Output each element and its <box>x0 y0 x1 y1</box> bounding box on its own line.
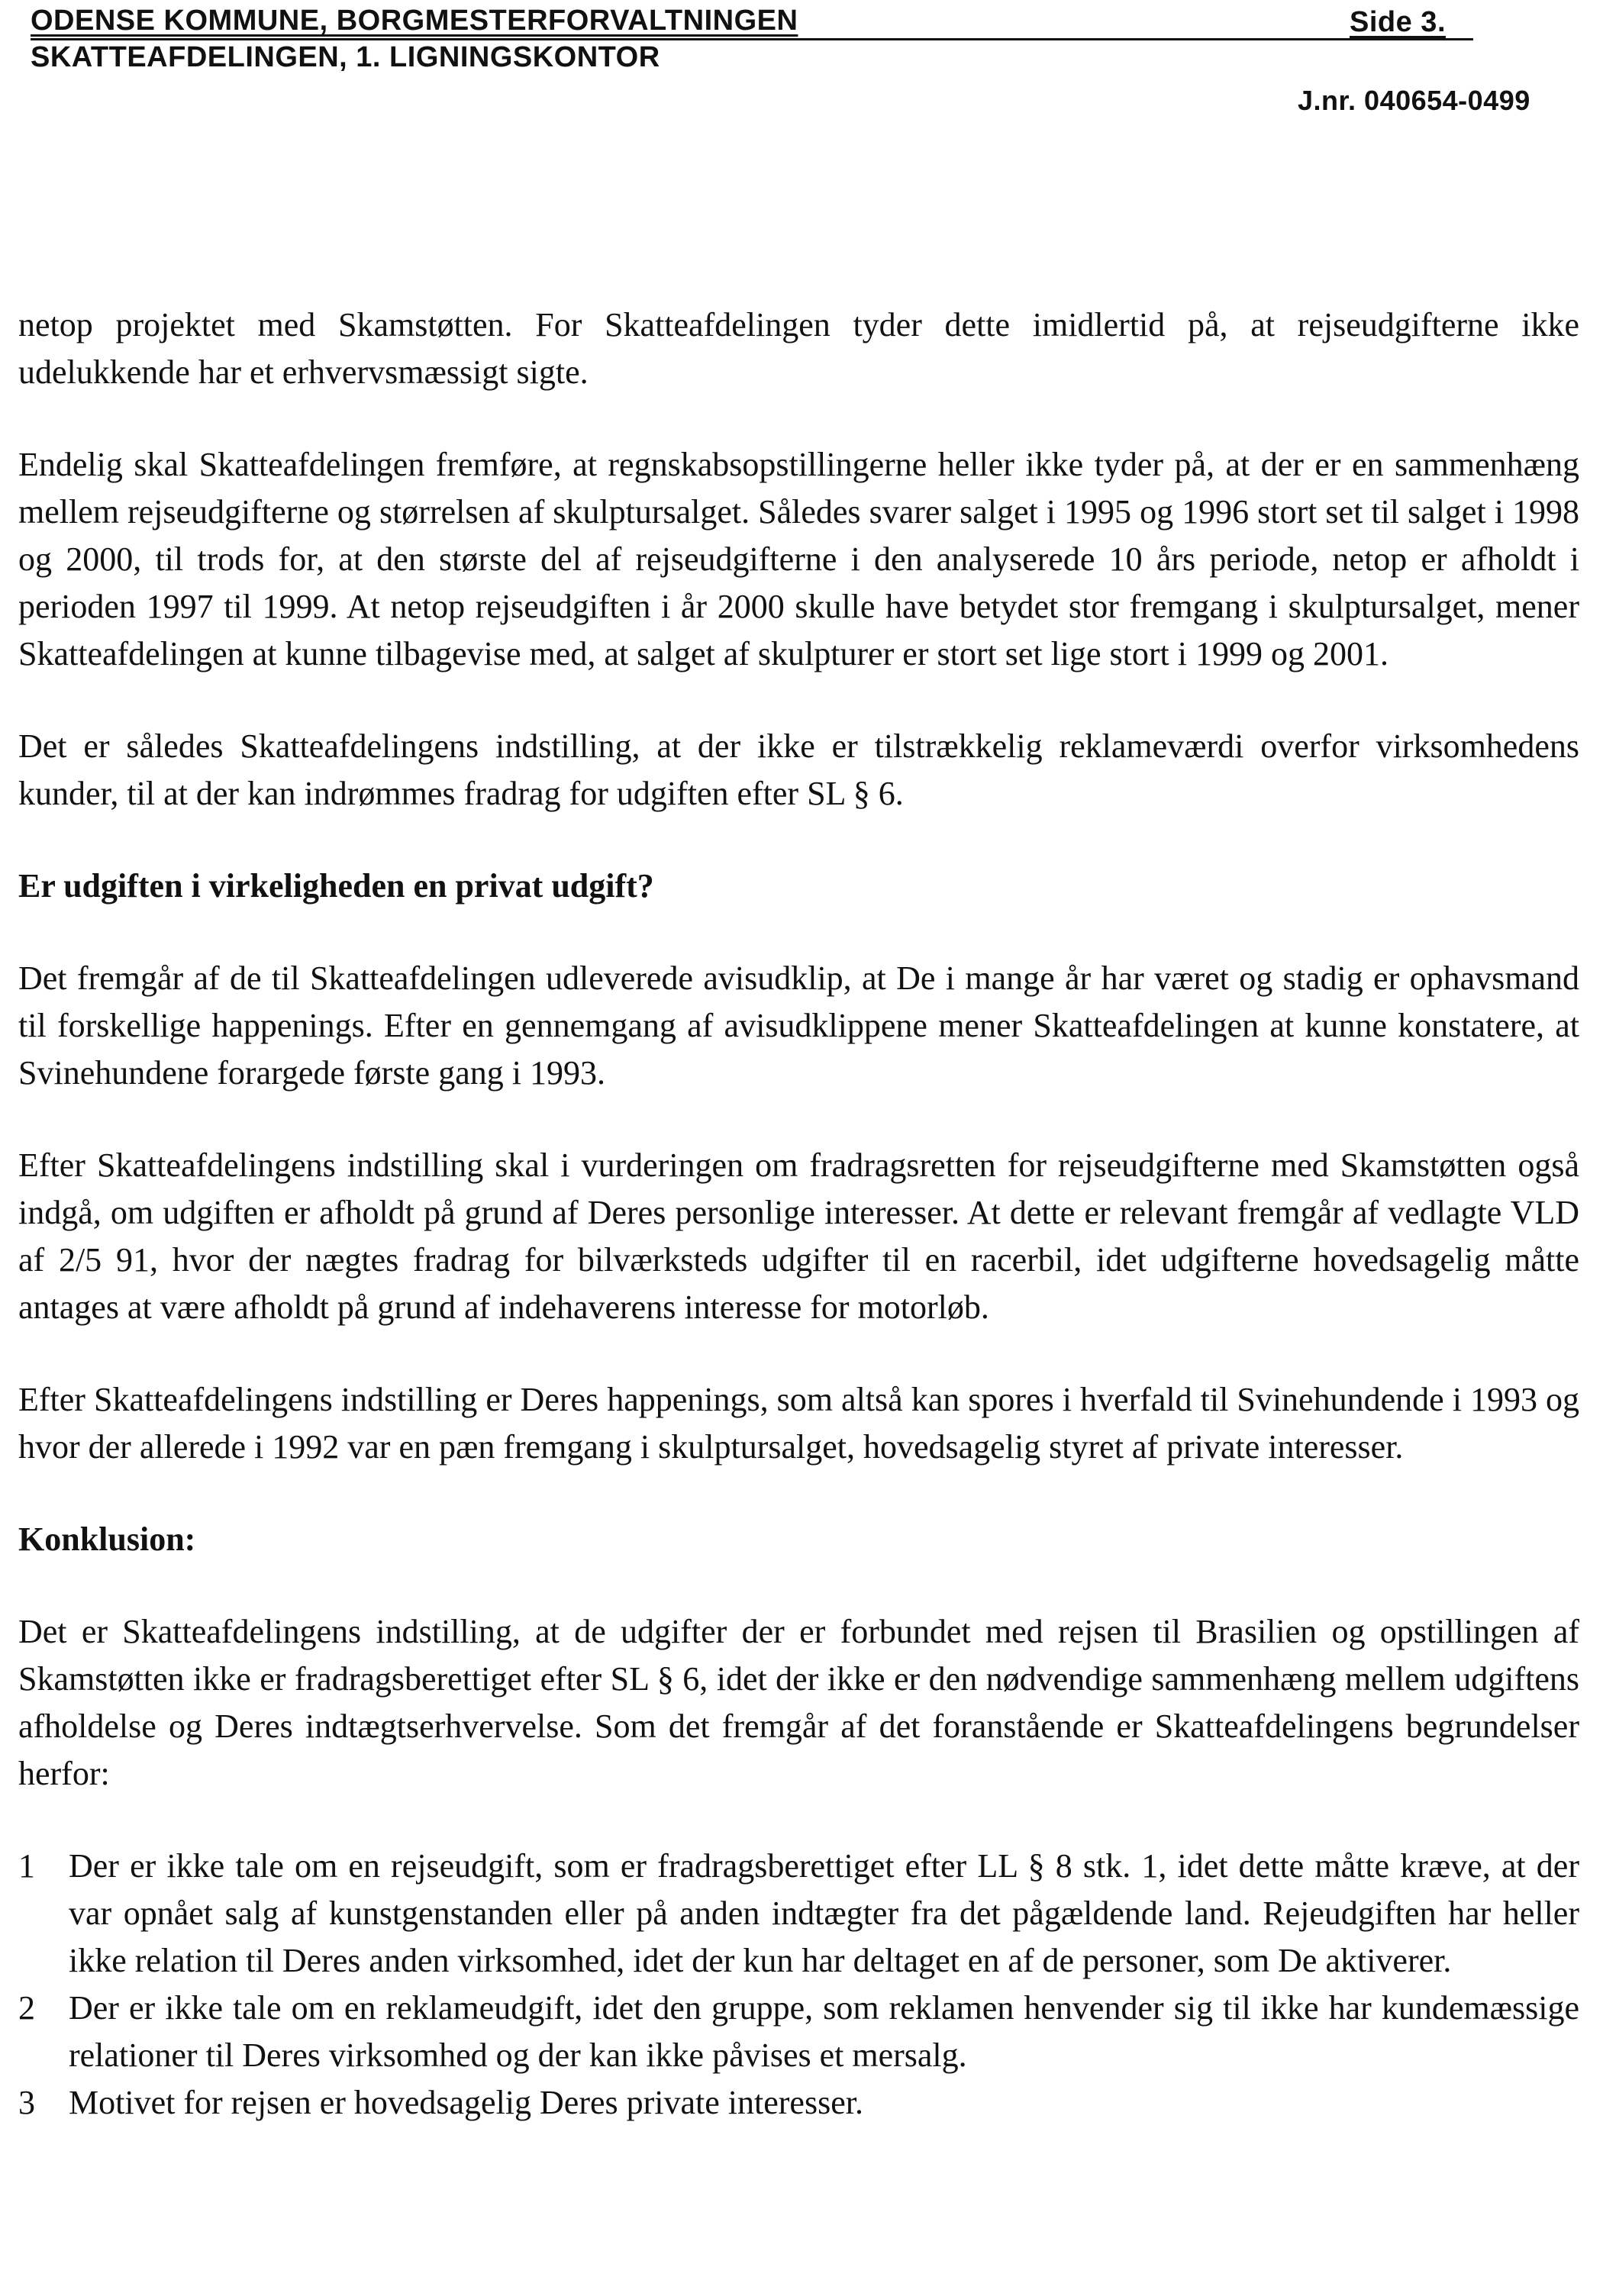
letter-body <box>18 302 1579 2127</box>
paragraph-4: Det fremgår af de til Skatteafdelingen udleverede avisudklip, at De i mange år har været og stadig er ophavsmand til forskellige happenings. Efter en gennemgang af avisudklippene mener Skatteafdelingen at kunne konstatere, at Svinehundene forargede første gang i 1993. <box>18 959 1579 1092</box>
list-item-number: 3 <box>18 2084 35 2121</box>
paragraph-5: Efter Skatteafdelingens indstilling skal i vurderingen om fradragsretten for rejseudgifterne med Skamstøtten også indgå, om udgiften er afholdt på grund af Deres personlige interesser. At dette er relevant fremgår af vedlagte VLD af 2/5 91, hvor der nægtes fradrag for bilværksteds udgifter til en racerbil, idet udgifterne hovedsagelig måtte antages at være afholdt på grund af indehaverens interesse for motorløb. <box>18 1146 1579 1326</box>
list-item-text: Der er ikke tale om en reklameudgift, idet den gruppe, som reklamen henvender sig til ikke har kundemæssige relationer til Deres virksomhed og der kan ikke påvises et mersalg. <box>69 1989 1579 2074</box>
section-heading-private-expense: Er udgiften i virkeligheden en privat udgift? <box>18 867 654 905</box>
list-item <box>18 2079 1579 2127</box>
list-item <box>18 1985 1579 2079</box>
paragraph-6: Efter Skatteafdelingens indstilling er Deres happenings, som altså kan spores i hverfald til Svinehundende i 1993 og hvor der allerede i 1992 var en pæn fremgang i skulptursalget, hovedsagelig styret af private interesser. <box>18 1381 1579 1466</box>
section-heading-conclusion: Konklusion: <box>18 1520 196 1558</box>
paragraph-2: Endelig skal Skatteafdelingen fremføre, at regnskabsopstillingerne heller ikke tyder på, at der er en sammenhæng mellem rejseudgifterne og størrelsen af skulptursalget. Således svarer salget i 1995 og 1996 stort set til salget i 1998 og 2000, til trods for, at den største del af rejseudgifterne i den analyserede 10 års periode, netop er afholdt i perioden 1997 til 1999. At netop rejseudgiften i år 2000 skulle have betydet stor fremgang i skulptursalget, mener Skatteafdelingen at kunne tilbagevise med, at salget af skulpturer er stort set lige stort i 1999 og 2001. <box>18 446 1579 672</box>
paragraph-7: Det er Skatteafdelingens indstilling, at de udgifter der er forbundet med rejsen til Brasilien og opstillingen af Skamstøtten ikke er fradragsberettiget efter SL § 6, idet der ikke er den nødvendige sammenhæng mellem udgiftens afholdelse og Deres indtægtserhvervelse. Som det fremgår af det foranstående er Skatteafdelingens begrundelser herfor: <box>18 1613 1579 1792</box>
header-department: SKATTEAFDELINGEN, 1. LIGNINGSKONTOR <box>31 41 660 73</box>
list-item-number: 2 <box>18 1989 35 2027</box>
list-item-text: Der er ikke tale om en rejseudgift, som er fradragsberettiget efter LL § 8 stk. 1, idet dette måtte kræve, at der var opnået salg af kunstgenstanden eller på anden indtægter fra det pågældende land. Rejeudgiften har heller ikke relation til Deres anden virksomhed, idet der kun har deltaget en af de personer, som De aktiverer. <box>69 1847 1579 1979</box>
journal-number: J.nr. 040654-0499 <box>1298 85 1530 116</box>
reasons-list <box>18 1843 1579 2127</box>
list-item-text: Motivet for rejsen er hovedsagelig Deres private interesser. <box>69 2084 863 2121</box>
list-item <box>18 1843 1579 1985</box>
list-item-number: 1 <box>18 1847 35 1885</box>
page-number: Side 3. <box>1350 6 1446 38</box>
header-rule <box>31 38 1473 40</box>
header-organization: ODENSE KOMMUNE, BORGMESTERFORVALTNINGEN <box>31 5 798 37</box>
paragraph-1: netop projektet med Skamstøtten. For Skatteafdelingen tyder dette imidlertid på, at rejseudgifterne ikke udelukkende har et erhvervsmæssigt sigte. <box>18 306 1579 391</box>
paragraph-3: Det er således Skatteafdelingens indstilling, at der ikke er tilstrækkelig reklameværdi overfor virksomhedens kunder, til at der kan indrømmes fradrag for udgiften efter SL § 6. <box>18 727 1579 812</box>
